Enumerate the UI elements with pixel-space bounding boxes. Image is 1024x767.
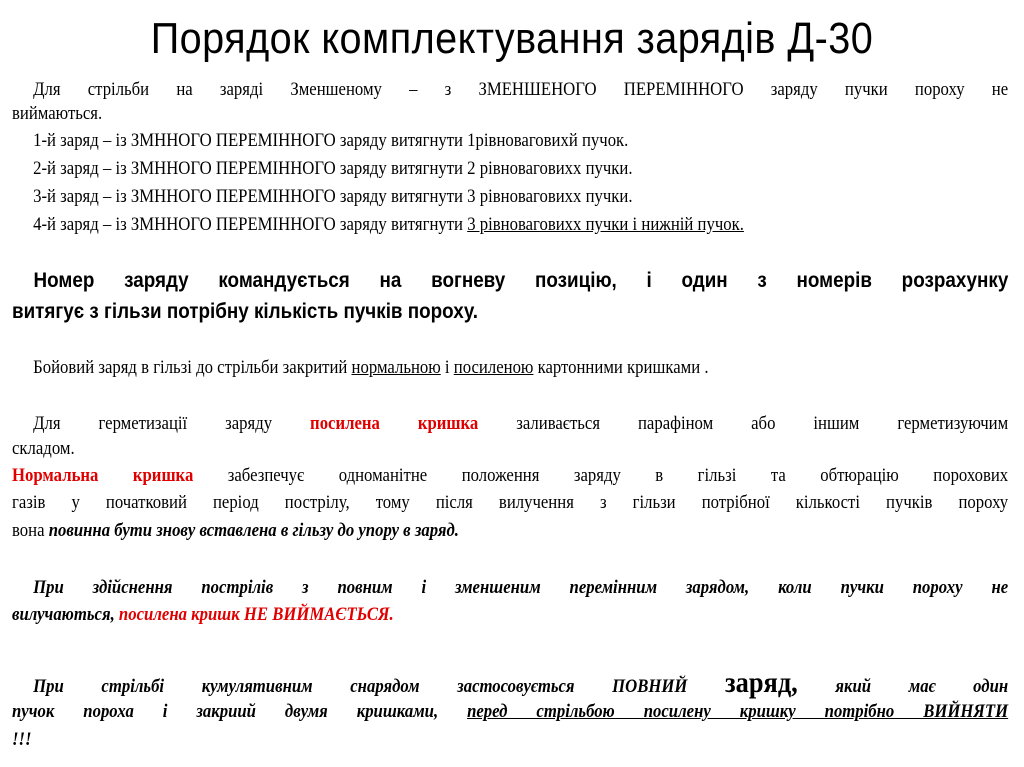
p5-line2: газів у початковий період пострілу, тому після вилучення з гільзи потрібної кількості пучків пороху	[12, 492, 1009, 513]
p5-text: забезпечує одноманітне положення заряду в гільзі та обтюрацію порохових	[193, 465, 1009, 486]
charge-2: 2-й заряд – із ЗМННОГО ПЕРЕМІННОГО заряду витягнути 2 рівноваговихх пучки.	[33, 158, 633, 179]
p7-text2: пучок пороха і закриий двумя кришками,	[12, 701, 468, 722]
p3	[12, 357, 1008, 379]
p2-line2: витягує з гільзи потрібну кількість пучків пороху.	[12, 300, 478, 323]
p7-underlined: перед стрільбою посилену кришку потрібно ВИЙНЯТИ	[467, 701, 1009, 722]
charge-4	[12, 214, 1008, 236]
charge-3: 3-й заряд – із ЗМННОГО ПЕРЕМІННОГО заряду витягнути 3 рівноваговихх пучки.	[33, 186, 633, 207]
p3-and: і	[440, 357, 454, 378]
p6-line2	[12, 604, 1008, 626]
charge-1: 1-й заряд – із ЗМННОГО ПЕРЕМІННОГО заряду витягнути 1рівноваговихй пучок.	[33, 130, 629, 151]
p6-line1: При здійснення пострілів з повним і зменшеним перемінним зарядом, коли пучки пороху не	[33, 577, 1009, 598]
p5-she: вона	[12, 520, 49, 541]
p2-line1: Номер заряду командується на вогневу позицію, і один з номерів розрахунку	[33, 269, 1009, 292]
p7-text: При стрільбі кумулятивним снарядом застосовується ПОВНИЙ	[33, 676, 726, 697]
charge-4-text: 4-й заряд – із ЗМННОГО ПЕРЕМІННОГО заряду витягнути	[33, 214, 468, 235]
p3-normal: нормальною	[351, 357, 441, 378]
p4-line2: складом.	[12, 438, 75, 459]
p4-rest: заливається парафіном або іншим герметизуючим	[478, 413, 1009, 434]
charge-4-underlined: 3 рівноваговихх пучки і нижній пучок.	[467, 214, 744, 235]
p4-text: Для герметизації заряду	[33, 413, 311, 434]
p4-line1	[12, 413, 1008, 435]
p5-line3	[12, 520, 1008, 542]
p5-line1	[12, 465, 1008, 487]
slide-title: Порядок комплектування зарядів Д-30	[150, 14, 874, 63]
p3-end: картонними кришками .	[533, 357, 709, 378]
p7-line3: !!!	[12, 729, 32, 750]
p5-red: Нормальна кришка	[12, 465, 194, 486]
p1-line1: Для стрільби на заряді Зменшеному – з ЗМЕНШЕНОГО ПЕРЕМІННОГО заряду пучки пороху не	[33, 79, 1009, 100]
p4-red: посилена кришка	[310, 413, 479, 434]
p7-rest: який має один	[797, 676, 1009, 697]
p3-text: Бойовий заряд в гільзі до стрільби закритий	[33, 357, 352, 378]
p7-line2	[12, 701, 1008, 723]
p5-emph: повинна бути знову вставлена в гільзу до упору в заряд.	[48, 520, 459, 541]
p7-line1	[12, 668, 1008, 702]
p7-charge: заряд,	[725, 666, 798, 699]
p3-reinforced: посиленою	[453, 357, 534, 378]
p6-text: вилучаються,	[12, 604, 119, 625]
p1-line2: виймаються.	[12, 103, 103, 124]
p6-red: посилена кришк НЕ ВИЙМАЄТЬСЯ.	[118, 604, 394, 625]
